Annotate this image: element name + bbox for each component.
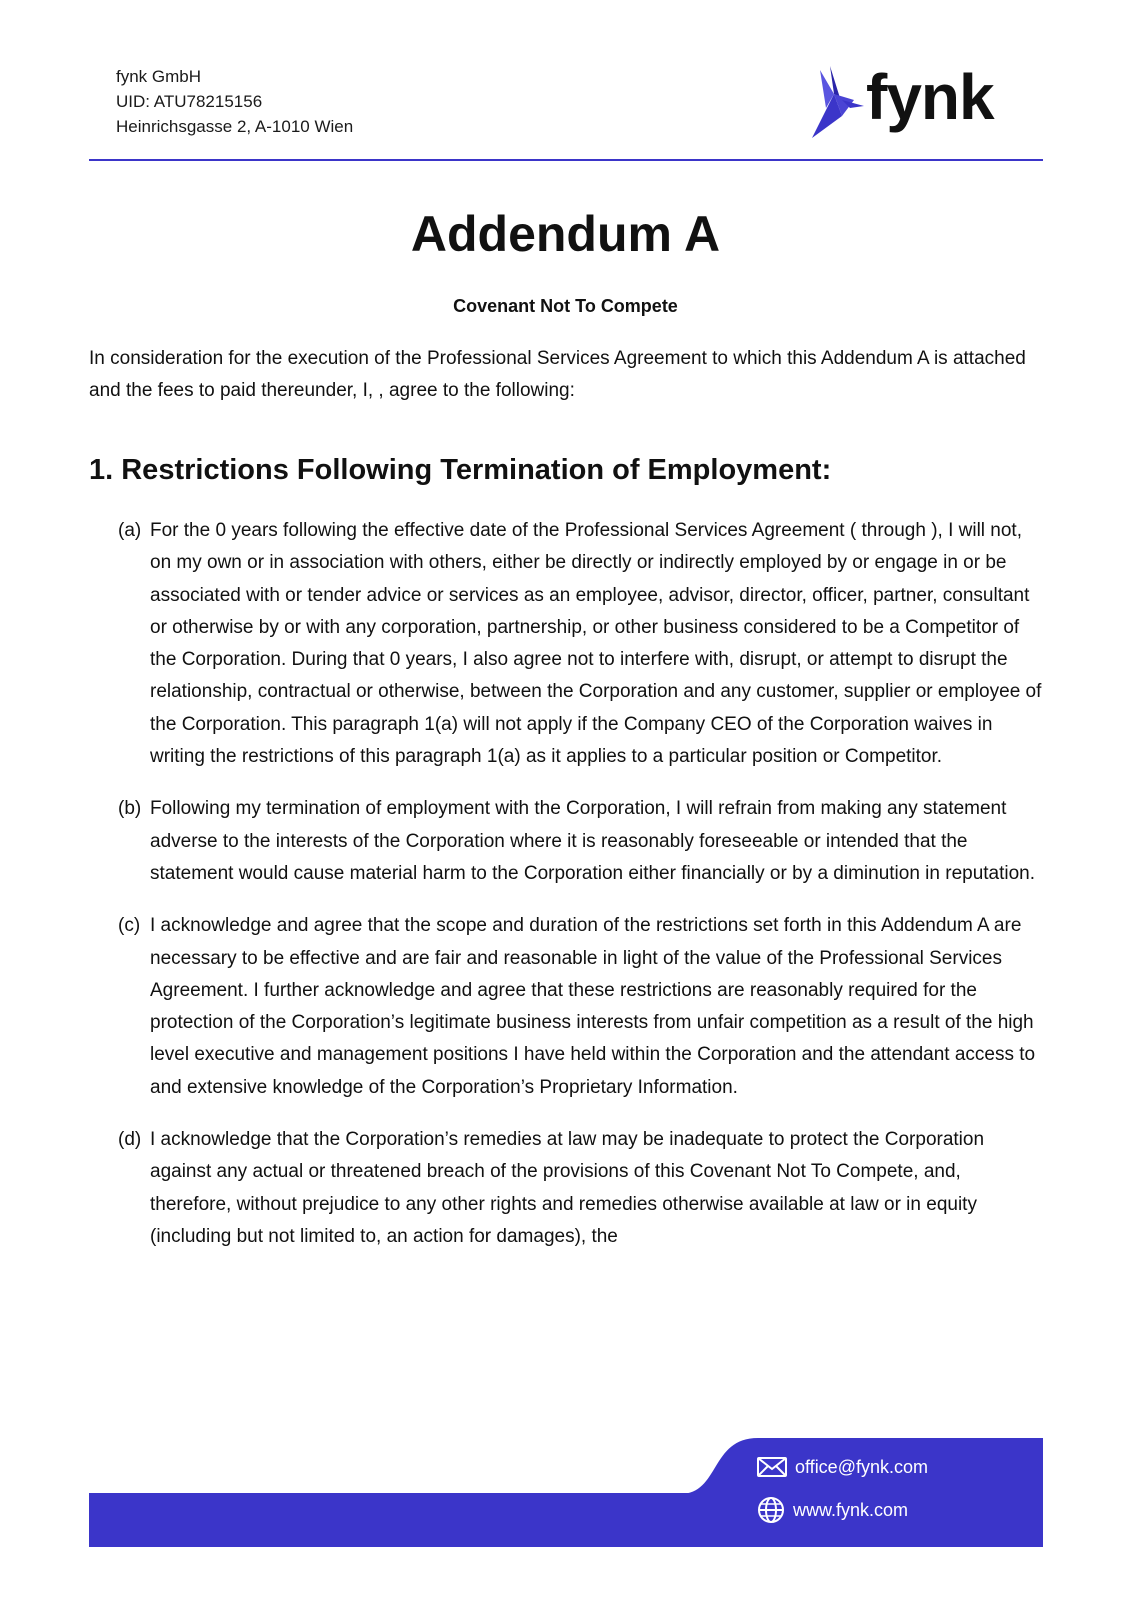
clause-a xyxy=(118,515,1043,773)
mail-icon xyxy=(757,1457,787,1477)
fynk-logo xyxy=(806,60,1016,142)
footer-website[interactable] xyxy=(757,1497,908,1523)
clause-marker: (b) xyxy=(118,798,142,820)
clause-c xyxy=(118,910,1043,1104)
clause-text: I acknowledge and agree that the scope and duration of the restrictions set forth in this Addendum A are necessary to be effective and are fair and reasonable in light of the value of the Professional Services Agreement. I further acknowledge and agree that these restrictions are reasonably required for the protection of the Corporation’s legitimate business interests from unfair competition as a result of the high level executive and management positions I have held within the Corporation and the attendant access to and extensive knowledge of the Corporation’s Proprietary Information. xyxy=(150,915,1036,1098)
bird-logo-icon xyxy=(806,64,866,140)
clause-text: Following my termination of employment with the Corporation, I will refrain from making any statement adverse to the interests of the Corporation where it is reasonably foreseeable or intended that the statement would cause material harm to the Corporation either financially or by a diminution in reputation. xyxy=(150,798,1036,884)
clause-marker: (c) xyxy=(118,915,141,937)
company-name: fynk GmbH xyxy=(116,67,202,86)
clause-d xyxy=(118,1124,1043,1253)
logo-wordmark: fynk xyxy=(866,61,994,133)
clause-text: I acknowledge that the Corporation’s remedies at law may be inadequate to protect the Corporation against any actual or threatened breach of the provisions of this Covenant Not To Compete, and, therefore, without prejudice to any other rights and remedies otherwise available at law or in equity (including but not limited to, an action for damages), the xyxy=(150,1129,985,1247)
clause-b xyxy=(118,793,1043,890)
company-info xyxy=(116,64,353,139)
clause-list xyxy=(118,515,1043,1273)
document-title: Addendum A xyxy=(410,206,721,262)
footer-website-text: www.fynk.com xyxy=(793,1500,909,1520)
footer-email-text: office@fynk.com xyxy=(795,1457,928,1477)
section-heading: 1. Restrictions Following Termination of Employment: xyxy=(89,454,832,486)
clause-marker: (d) xyxy=(118,1129,142,1151)
company-address: Heinrichsgasse 2, A-1010 Wien xyxy=(116,117,354,136)
clause-marker: (a) xyxy=(118,520,142,541)
intro-paragraph: In consideration for the execution of the Professional Services Agreement to which this Addendum A is attached and the fees to paid thereunder, I, , agree to the following: xyxy=(89,348,1026,401)
document-subtitle: Covenant Not To Compete xyxy=(453,296,678,316)
header-divider xyxy=(89,159,1043,161)
globe-icon xyxy=(757,1496,785,1524)
clause-text: For the 0 years following the effective date of the Professional Services Agreement ( through ), I will not, on my own or in association with others, either be directly or indirectly employed by or engage in or be associated with or tender advice or services as an employee, advisor, director, officer, partner, consultant or otherwise by or with any corporation, partnership, or other business considered to be a Competitor of the Corporation. During that 0 years, I also agree not to interfere with, disrupt, or attempt to disrupt the relationship, contractual or otherwise, between the Corporation and any customer, supplier or employee of the Corporation. This paragraph 1(a) will not apply if the Company CEO of the Corporation waives in writing the restrictions of this paragraph 1(a) as it applies to a particular position or Competitor. xyxy=(150,520,1042,768)
footer-email[interactable] xyxy=(757,1454,928,1480)
company-uid: UID: ATU78215156 xyxy=(116,92,263,111)
